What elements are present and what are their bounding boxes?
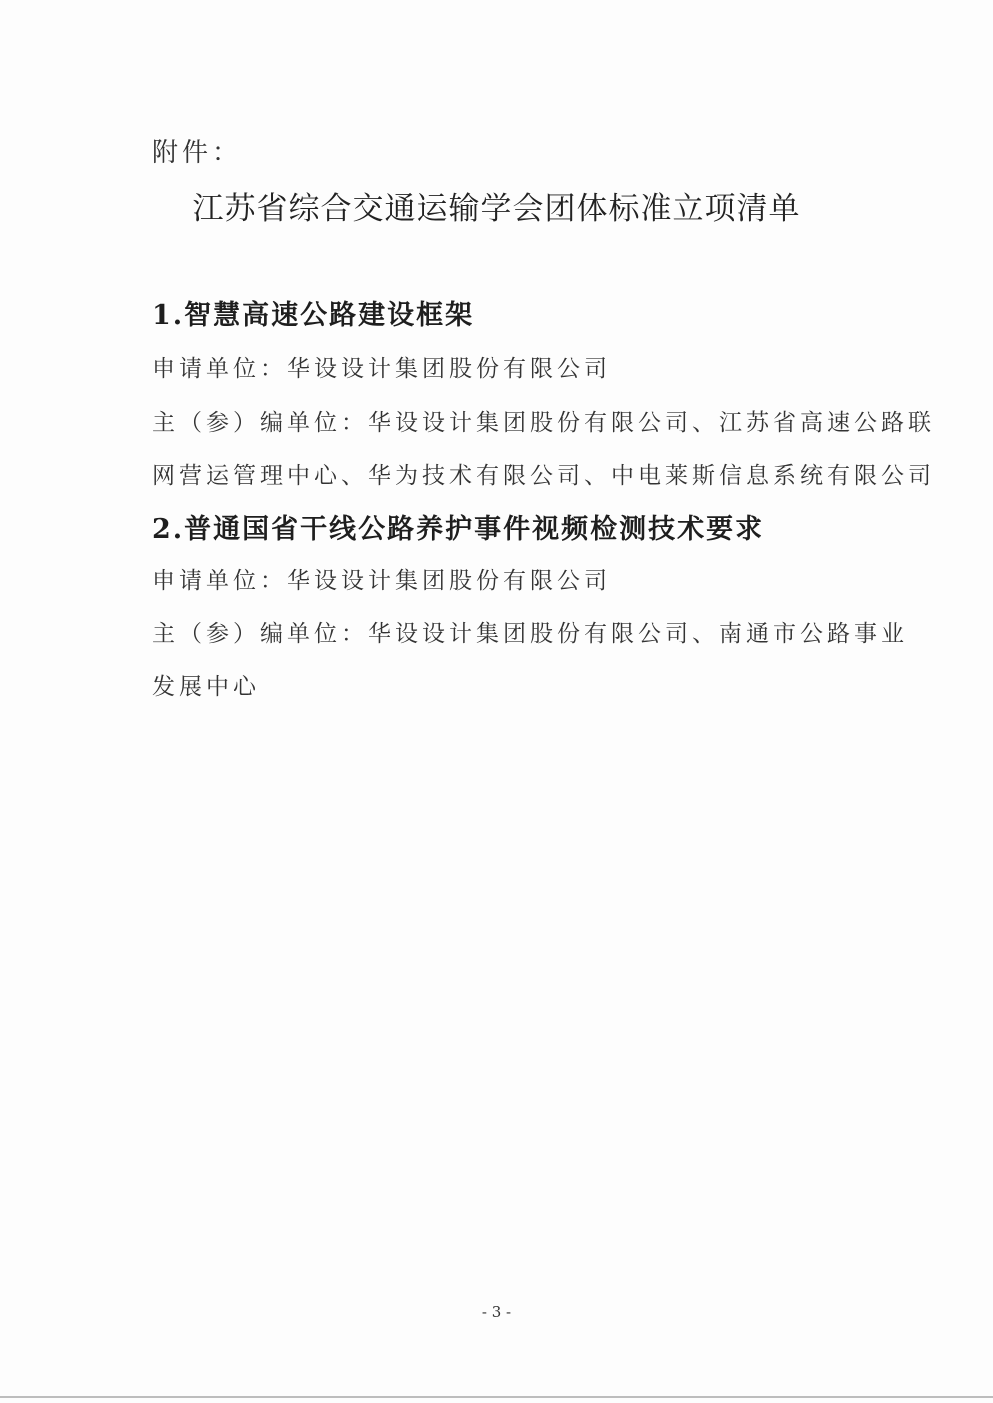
item-2-editors-line-1: 主（参）编单位：华设设计集团股份有限公司、南通市公路事业 <box>152 621 908 647</box>
item-2-heading: 2.普通国省干线公路养护事件视频检测技术要求 <box>152 514 765 545</box>
item-2-applicant: 申请单位：华设设计集团股份有限公司 <box>152 568 611 594</box>
item-1-editors-line-1: 主（参）编单位：华设设计集团股份有限公司、江苏省高速公路联 <box>152 410 935 436</box>
item-1-heading: 1.智慧高速公路建设框架 <box>152 300 475 331</box>
attachment-label: 附件： <box>152 138 243 168</box>
scan-bottom-edge <box>0 1396 993 1398</box>
item-1-editors-line-2: 网营运管理中心、华为技术有限公司、中电莱斯信息系统有限公司 <box>152 463 935 489</box>
item-2-editors-line-2: 发展中心 <box>152 674 260 700</box>
item-1-applicant: 申请单位：华设设计集团股份有限公司 <box>152 356 611 382</box>
document-title: 江苏省综合交通运输学会团体标准立项清单 <box>192 191 801 227</box>
page-number: - 3 - <box>481 1303 512 1321</box>
